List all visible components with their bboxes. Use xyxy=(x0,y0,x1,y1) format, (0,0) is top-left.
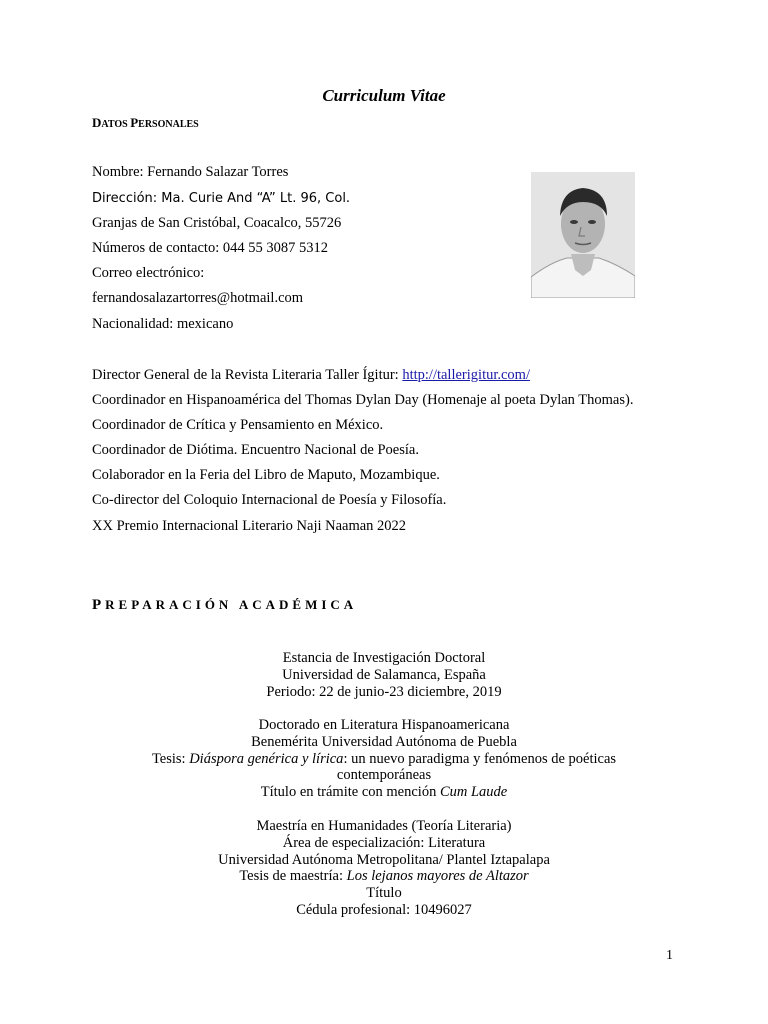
edu-line: Doctorado en Literatura Hispanoamericana xyxy=(258,717,510,733)
edu-line: Título xyxy=(366,885,402,902)
role-item: Coordinador en Hispanoamérica del Thomas Dylan Day (Homenaje al poeta Dylan Thomas). xyxy=(92,392,634,408)
edu-status xyxy=(92,784,676,801)
role-director xyxy=(92,367,530,384)
heading-initial: P xyxy=(130,115,139,130)
edu-line: Área de especialización: Literatura xyxy=(282,834,486,851)
role-item: Coordinador de Diótima. Encuentro Nacional de Poesía. xyxy=(92,442,419,458)
thesis-rest: : un nuevo paradigma y fenómenos de poéticas contemporáneas xyxy=(336,750,617,784)
edu-line: Maestría en Humanidades (Teoría Literaria) xyxy=(256,818,512,834)
thesis-title: Los lejanos mayores de Altazor xyxy=(346,868,529,885)
personal-phone: Números de contacto: 044 55 3087 5312 xyxy=(92,240,328,256)
thesis-label: Tesis: xyxy=(151,750,190,767)
page-number: 1 xyxy=(666,948,673,963)
taller-igitur-link[interactable]: http://tallerigitur.com/ xyxy=(402,367,530,383)
personal-email: fernandosalazartorres@hotmail.com xyxy=(92,290,304,306)
edu-line: Periodo: 22 de junio-23 diciembre, 2019 xyxy=(266,683,502,700)
personal-address-line2: Granjas de San Cristóbal, Coacalco, 55726 xyxy=(92,215,342,231)
role-item: Colaborador en la Feria del Libro de Maputo, Mozambique. xyxy=(92,467,440,483)
education-entry-masters xyxy=(92,818,676,919)
heading-smallcaps: REPARACIÓN xyxy=(105,597,239,612)
personal-name: Nombre: Fernando Salazar Torres xyxy=(92,164,289,180)
document-title: Curriculum Vitae xyxy=(322,86,446,105)
personal-address-line1: Dirección: Ma. Curie And “A” Lt. 96, Col. xyxy=(92,191,351,206)
education-entry-doctorate xyxy=(92,717,676,801)
portrait-image xyxy=(531,172,635,298)
section-heading-academic xyxy=(92,597,357,614)
edu-line: Universidad Autónoma Metropolitana/ Plantel Iztapalapa xyxy=(218,851,550,868)
thesis-title: Diáspora genérica y lírica xyxy=(189,750,344,767)
profile-photo xyxy=(531,172,635,298)
heading-smallcaps: ATOS xyxy=(101,119,131,130)
education-entry-research-stay xyxy=(92,650,676,700)
personal-nationality: Nacionalidad: mexicano xyxy=(92,316,234,332)
role-item: XX Premio Internacional Literario Naji Naaman 2022 xyxy=(92,518,407,534)
status-honor: Cum Laude xyxy=(439,784,508,801)
personal-email-label: Correo electrónico: xyxy=(92,265,205,281)
heading-smallcaps: ERSONALES xyxy=(138,119,199,130)
edu-line: Estancia de Investigación Doctoral xyxy=(282,650,486,666)
status-text: Título en trámite con mención xyxy=(260,784,440,801)
heading-initial: P xyxy=(92,597,106,613)
role-director-text: Director General de la Revista Literaria Taller Ígitur: xyxy=(92,367,403,383)
section-heading-personal xyxy=(92,115,199,131)
edu-thesis xyxy=(92,751,676,785)
role-item: Coordinador de Crítica y Pensamiento en México. xyxy=(92,417,384,433)
edu-thesis xyxy=(92,868,676,885)
role-item: Co-director del Coloquio Internacional de Poesía y Filosofía. xyxy=(92,492,447,508)
heading-smallcaps: ACADÉMICA xyxy=(238,597,358,612)
thesis-label: Tesis de maestría: xyxy=(239,868,347,885)
edu-line: Cédula profesional: 10496027 xyxy=(296,901,472,918)
edu-line: Benemérita Universidad Autónoma de Puebla xyxy=(251,733,517,750)
edu-line: Universidad de Salamanca, España xyxy=(282,666,486,683)
heading-initial: D xyxy=(92,115,102,130)
